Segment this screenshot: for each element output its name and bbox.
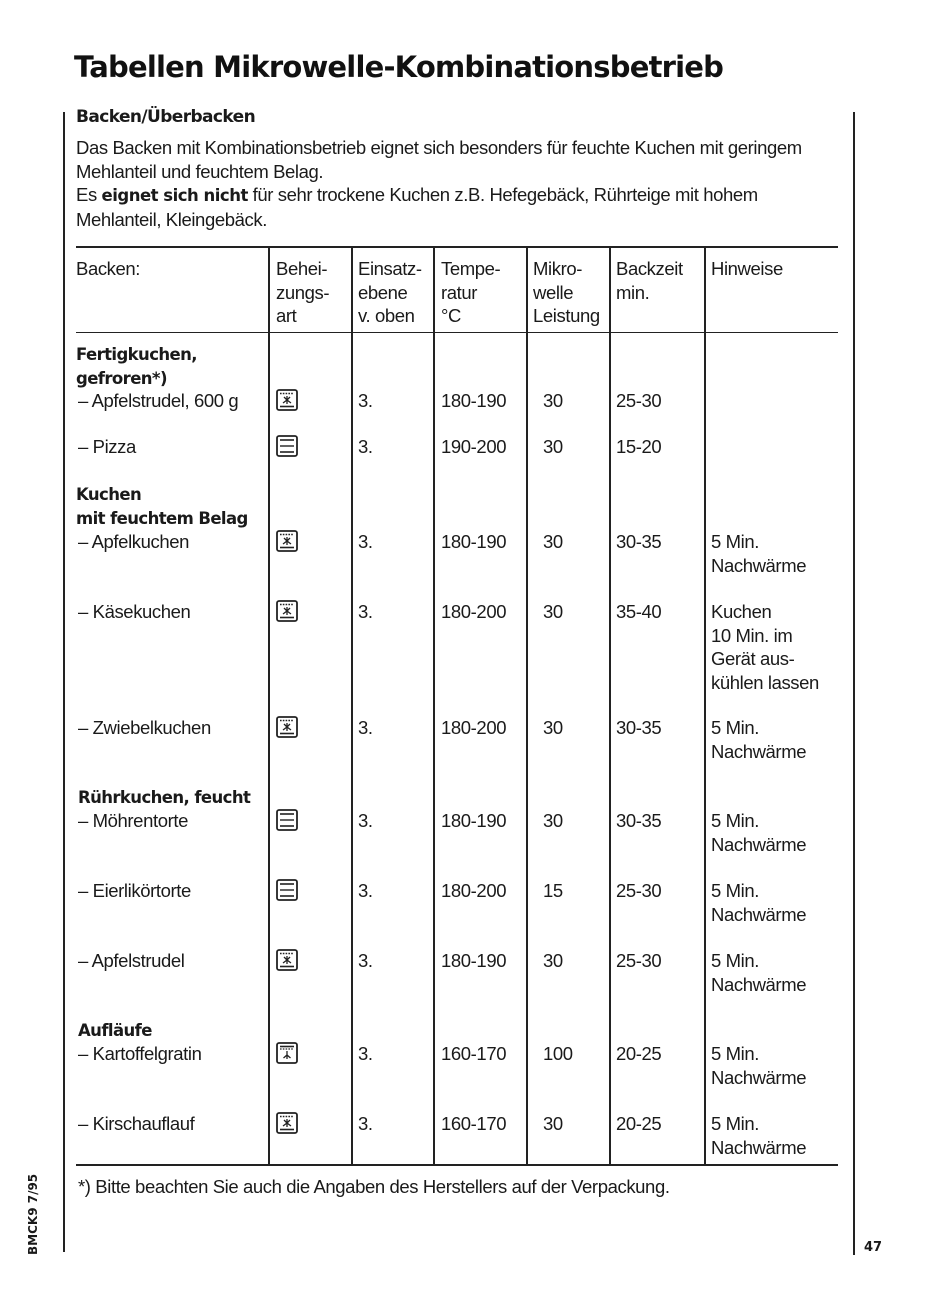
dish-name: – Zwiebelkuchen <box>78 717 211 738</box>
fan-grill-mode-icon <box>276 716 298 738</box>
baking-time: 30-35 <box>616 531 662 552</box>
group-heading <box>78 1019 152 1043</box>
notes-line: 5 Min. <box>711 810 759 831</box>
header-line: art <box>276 305 297 326</box>
dish-name: – Kirschauflauf <box>78 1113 195 1134</box>
notes <box>711 600 819 694</box>
group-heading-line: gefroren*) <box>76 368 167 388</box>
notes <box>711 1042 806 1089</box>
header-line: Mikro- <box>533 258 582 279</box>
table-top-rule <box>76 246 838 248</box>
group-heading-line: Kuchen <box>76 485 142 504</box>
notes-line: 5 Min. <box>711 717 759 738</box>
group-heading-line: Rührkuchen, feucht <box>78 788 251 807</box>
dish-name: – Apfelkuchen <box>78 531 190 552</box>
intro-paragraph-2 <box>76 183 840 231</box>
fan-grill-mode-icon <box>276 600 298 622</box>
shelf-level: 3. <box>358 1113 373 1134</box>
temperature: 180-190 <box>441 950 507 971</box>
fan-grill-mode-icon <box>276 1112 298 1134</box>
microwave-power: 100 <box>543 1043 573 1064</box>
table-header-rule <box>76 332 838 333</box>
notes <box>711 1112 806 1159</box>
header-microwave-power <box>533 257 600 328</box>
temperature: 180-190 <box>441 531 507 552</box>
page-title: Tabellen Mikrowelle-Kombinationsbetrieb <box>74 50 724 84</box>
shelf-level: 3. <box>358 810 373 831</box>
notes <box>711 809 806 856</box>
top-bottom-heat-icon <box>276 435 298 457</box>
header-baking-time <box>616 257 683 304</box>
group-heading-line: Aufläufe <box>78 1021 152 1040</box>
microwave-power: 30 <box>543 390 563 411</box>
notes-line: 10 Min. im <box>711 624 793 646</box>
fan-grill-mode-icon <box>276 949 298 971</box>
fan-grill-mode-icon <box>276 389 298 411</box>
top-bottom-heat-icon <box>276 809 298 831</box>
baking-time: 35-40 <box>616 601 662 622</box>
shelf-level: 3. <box>358 717 373 738</box>
column-divider <box>433 247 435 1164</box>
header-notes: Hinweise <box>711 258 783 279</box>
temperature: 160-170 <box>441 1043 507 1064</box>
notes-line: Nachwärme <box>711 833 807 855</box>
notes-line: Gerät aus- <box>711 648 795 669</box>
document-code: BMCK9 7/95 <box>26 1173 40 1255</box>
intro-emphasis: eignet sich nicht <box>101 186 248 205</box>
baking-time: 20-25 <box>616 1043 662 1064</box>
header-line: welle <box>533 281 574 303</box>
group-heading-line: Fertigkuchen, <box>76 345 197 364</box>
baking-time: 30-35 <box>616 810 662 831</box>
group-heading <box>76 483 248 530</box>
footnote: *) Bitte beachten Sie auch die Angaben des Herstellers auf der Verpackung. <box>78 1176 670 1197</box>
dish-name: – Möhrentorte <box>78 810 188 831</box>
notes <box>711 716 806 763</box>
header-heating-type <box>276 257 329 328</box>
shelf-level: 3. <box>358 950 373 971</box>
column-divider <box>526 247 528 1164</box>
header-dish: Backen: <box>76 258 141 279</box>
shelf-level: 3. <box>358 390 373 411</box>
shelf-level: 3. <box>358 880 373 901</box>
column-divider <box>704 247 706 1164</box>
dish-name: – Apfelstrudel, 600 g <box>78 390 239 411</box>
intro-rest: für sehr trockene Kuchen z.B. Hefegebäck, Rührteige mit hohem Mehlanteil, Kleingebäck. <box>76 184 758 230</box>
header-line: Backzeit <box>616 258 683 279</box>
dish-name: – Käsekuchen <box>78 601 191 622</box>
notes-line: Nachwärme <box>711 1136 807 1158</box>
notes-line: 5 Min. <box>711 880 759 901</box>
header-line: Behei- <box>276 258 328 279</box>
header-line: Leistung <box>533 305 600 326</box>
header-line: v. oben <box>358 305 415 326</box>
microwave-power: 30 <box>543 1113 563 1134</box>
baking-time: 25-30 <box>616 880 662 901</box>
group-heading <box>78 786 250 810</box>
right-margin-rule <box>853 112 855 1255</box>
notes <box>711 530 806 577</box>
grill-fan-mode-icon <box>276 1042 298 1064</box>
dish-name: – Pizza <box>78 436 136 457</box>
temperature: 180-200 <box>441 717 507 738</box>
intro-paragraph-1: Das Backen mit Kombinationsbetrieb eignet sich besonders für feuchte Kuchen mit geringem Mehlanteil und feuchtem Belag. <box>76 137 802 182</box>
dish-name: – Apfelstrudel <box>78 950 185 971</box>
notes-line: kühlen lassen <box>711 671 819 693</box>
notes-line: Nachwärme <box>711 740 807 762</box>
notes <box>711 949 806 996</box>
temperature: 180-190 <box>441 810 507 831</box>
header-line: zungs- <box>276 281 330 303</box>
notes-line: Nachwärme <box>711 903 807 925</box>
shelf-level: 3. <box>358 531 373 552</box>
notes-line: Nachwärme <box>711 1066 807 1088</box>
microwave-power: 30 <box>543 601 563 622</box>
page-number: 47 <box>864 1240 883 1255</box>
intro-lead: Es <box>76 184 97 205</box>
baking-time: 15-20 <box>616 436 662 457</box>
notes-line: Kuchen <box>711 601 772 622</box>
baking-time: 25-30 <box>616 390 662 411</box>
notes <box>711 879 806 926</box>
column-divider <box>268 247 270 1164</box>
group-heading-line: mit feuchtem Belag <box>76 508 248 528</box>
notes-line: Nachwärme <box>711 973 807 995</box>
notes-line: 5 Min. <box>711 1043 759 1064</box>
microwave-power: 30 <box>543 810 563 831</box>
fan-grill-mode-icon <box>276 530 298 552</box>
microwave-power: 30 <box>543 531 563 552</box>
dish-name: – Kartoffelgratin <box>78 1043 202 1064</box>
notes-line: 5 Min. <box>711 1113 759 1134</box>
microwave-power: 30 <box>543 717 563 738</box>
header-line: min. <box>616 281 650 303</box>
baking-time: 30-35 <box>616 717 662 738</box>
header-line: ebene <box>358 281 408 303</box>
left-margin-rule <box>63 112 65 1252</box>
shelf-level: 3. <box>358 601 373 622</box>
header-line: ratur <box>441 281 478 303</box>
baking-time: 25-30 <box>616 950 662 971</box>
microwave-power: 30 <box>543 950 563 971</box>
intro-text <box>76 136 840 231</box>
top-bottom-heat-icon <box>276 879 298 901</box>
column-divider <box>609 247 611 1164</box>
header-line: °C <box>441 305 461 326</box>
header-line: Tempe- <box>441 258 501 279</box>
dish-name: – Eierlikörtorte <box>78 880 191 901</box>
section-heading: Backen/Überbacken <box>76 107 256 127</box>
column-divider <box>351 247 353 1164</box>
temperature: 180-190 <box>441 390 507 411</box>
temperature: 160-170 <box>441 1113 507 1134</box>
notes-line: Nachwärme <box>711 554 807 576</box>
temperature: 180-200 <box>441 880 507 901</box>
shelf-level: 3. <box>358 1043 373 1064</box>
group-heading <box>76 343 197 390</box>
shelf-level: 3. <box>358 436 373 457</box>
header-shelf-level <box>358 257 422 328</box>
baking-time: 20-25 <box>616 1113 662 1134</box>
microwave-power: 30 <box>543 436 563 457</box>
microwave-power: 15 <box>543 880 563 901</box>
header-line: Einsatz- <box>358 258 422 279</box>
notes-line: 5 Min. <box>711 531 759 552</box>
temperature: 190-200 <box>441 436 507 457</box>
temperature: 180-200 <box>441 601 507 622</box>
notes-line: 5 Min. <box>711 950 759 971</box>
table-bottom-rule <box>76 1164 838 1166</box>
header-temperature <box>441 257 500 328</box>
